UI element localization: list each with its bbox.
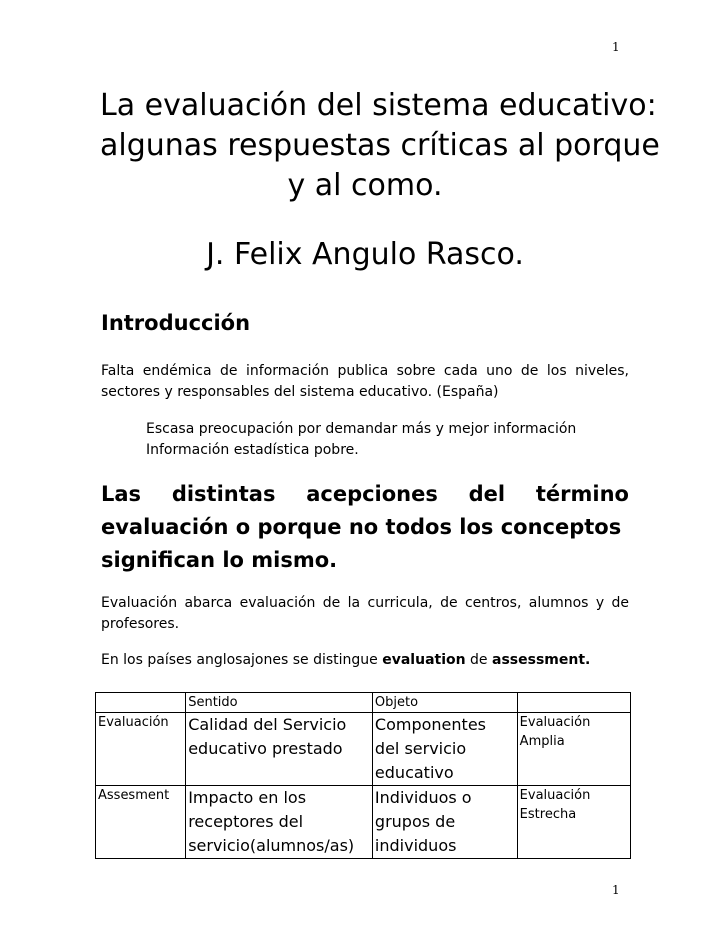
page-number-top: 1	[612, 40, 620, 54]
sentido-cell: Impacto en los receptores del servicio(alumnos/as)	[186, 786, 373, 859]
table-header-cell	[517, 693, 630, 713]
table-row	[96, 713, 631, 786]
objeto-cell: Individuos o grupos de individuos	[372, 786, 517, 859]
sentido-cell: Calidad del Servicio educativo prestado	[186, 713, 373, 786]
heading-word: del	[468, 482, 506, 506]
table-header-row	[96, 693, 631, 713]
tipo-cell: Evaluación Estrecha	[517, 786, 630, 859]
page-number-bottom: 1	[612, 883, 620, 897]
heading-word: término	[535, 482, 629, 506]
document-title	[100, 86, 660, 206]
heading-word: Las	[101, 482, 142, 506]
intro-paragraph: Falta endémica de información publica sobre cada uno de los niveles, sectores y responsables del sistema educativo. (España)	[101, 363, 629, 400]
intro-heading: Introducción	[101, 311, 251, 335]
title-line: La evaluación del sistema educativo:	[100, 88, 657, 123]
anglo-paragraph	[101, 650, 629, 671]
objeto-cell: Componentes del servicio educativo	[372, 713, 517, 786]
anglo-mid: de	[465, 652, 492, 668]
heading-line: evaluación o porque no todos los conceptos	[101, 515, 622, 539]
term-assessment: assessment.	[492, 652, 591, 668]
title-line: y al como.	[287, 168, 443, 203]
table-header-cell: Sentido	[186, 693, 373, 713]
list-item: Información estadística pobre.	[146, 442, 359, 458]
term-evaluation: evaluation	[382, 652, 466, 668]
title-line: algunas respuestas críticas al porque	[100, 128, 660, 163]
author-name: J. Felix Angulo Rasco.	[206, 237, 524, 272]
table-header-cell	[96, 693, 186, 713]
heading-word: distintas	[171, 482, 276, 506]
anglo-prefix: En los países anglosajones se distingue	[101, 652, 383, 668]
intro-bullet-list	[146, 419, 576, 461]
evaluation-paragraph: Evaluación abarca evaluación de la curricula, de centros, alumnos y de profesores.	[101, 595, 629, 632]
table-row	[96, 786, 631, 859]
section-heading	[101, 478, 629, 577]
list-item: Escasa preocupación por demandar más y mejor información	[146, 421, 577, 437]
heading-word: acepciones	[306, 482, 438, 506]
row-label: Assesment	[96, 786, 186, 859]
row-label: Evaluación	[96, 713, 186, 786]
table-header-cell: Objeto	[372, 693, 517, 713]
heading-line: significan lo mismo.	[101, 548, 338, 572]
evaluation-table	[95, 692, 631, 859]
tipo-cell: Evaluación Amplia	[517, 713, 630, 786]
